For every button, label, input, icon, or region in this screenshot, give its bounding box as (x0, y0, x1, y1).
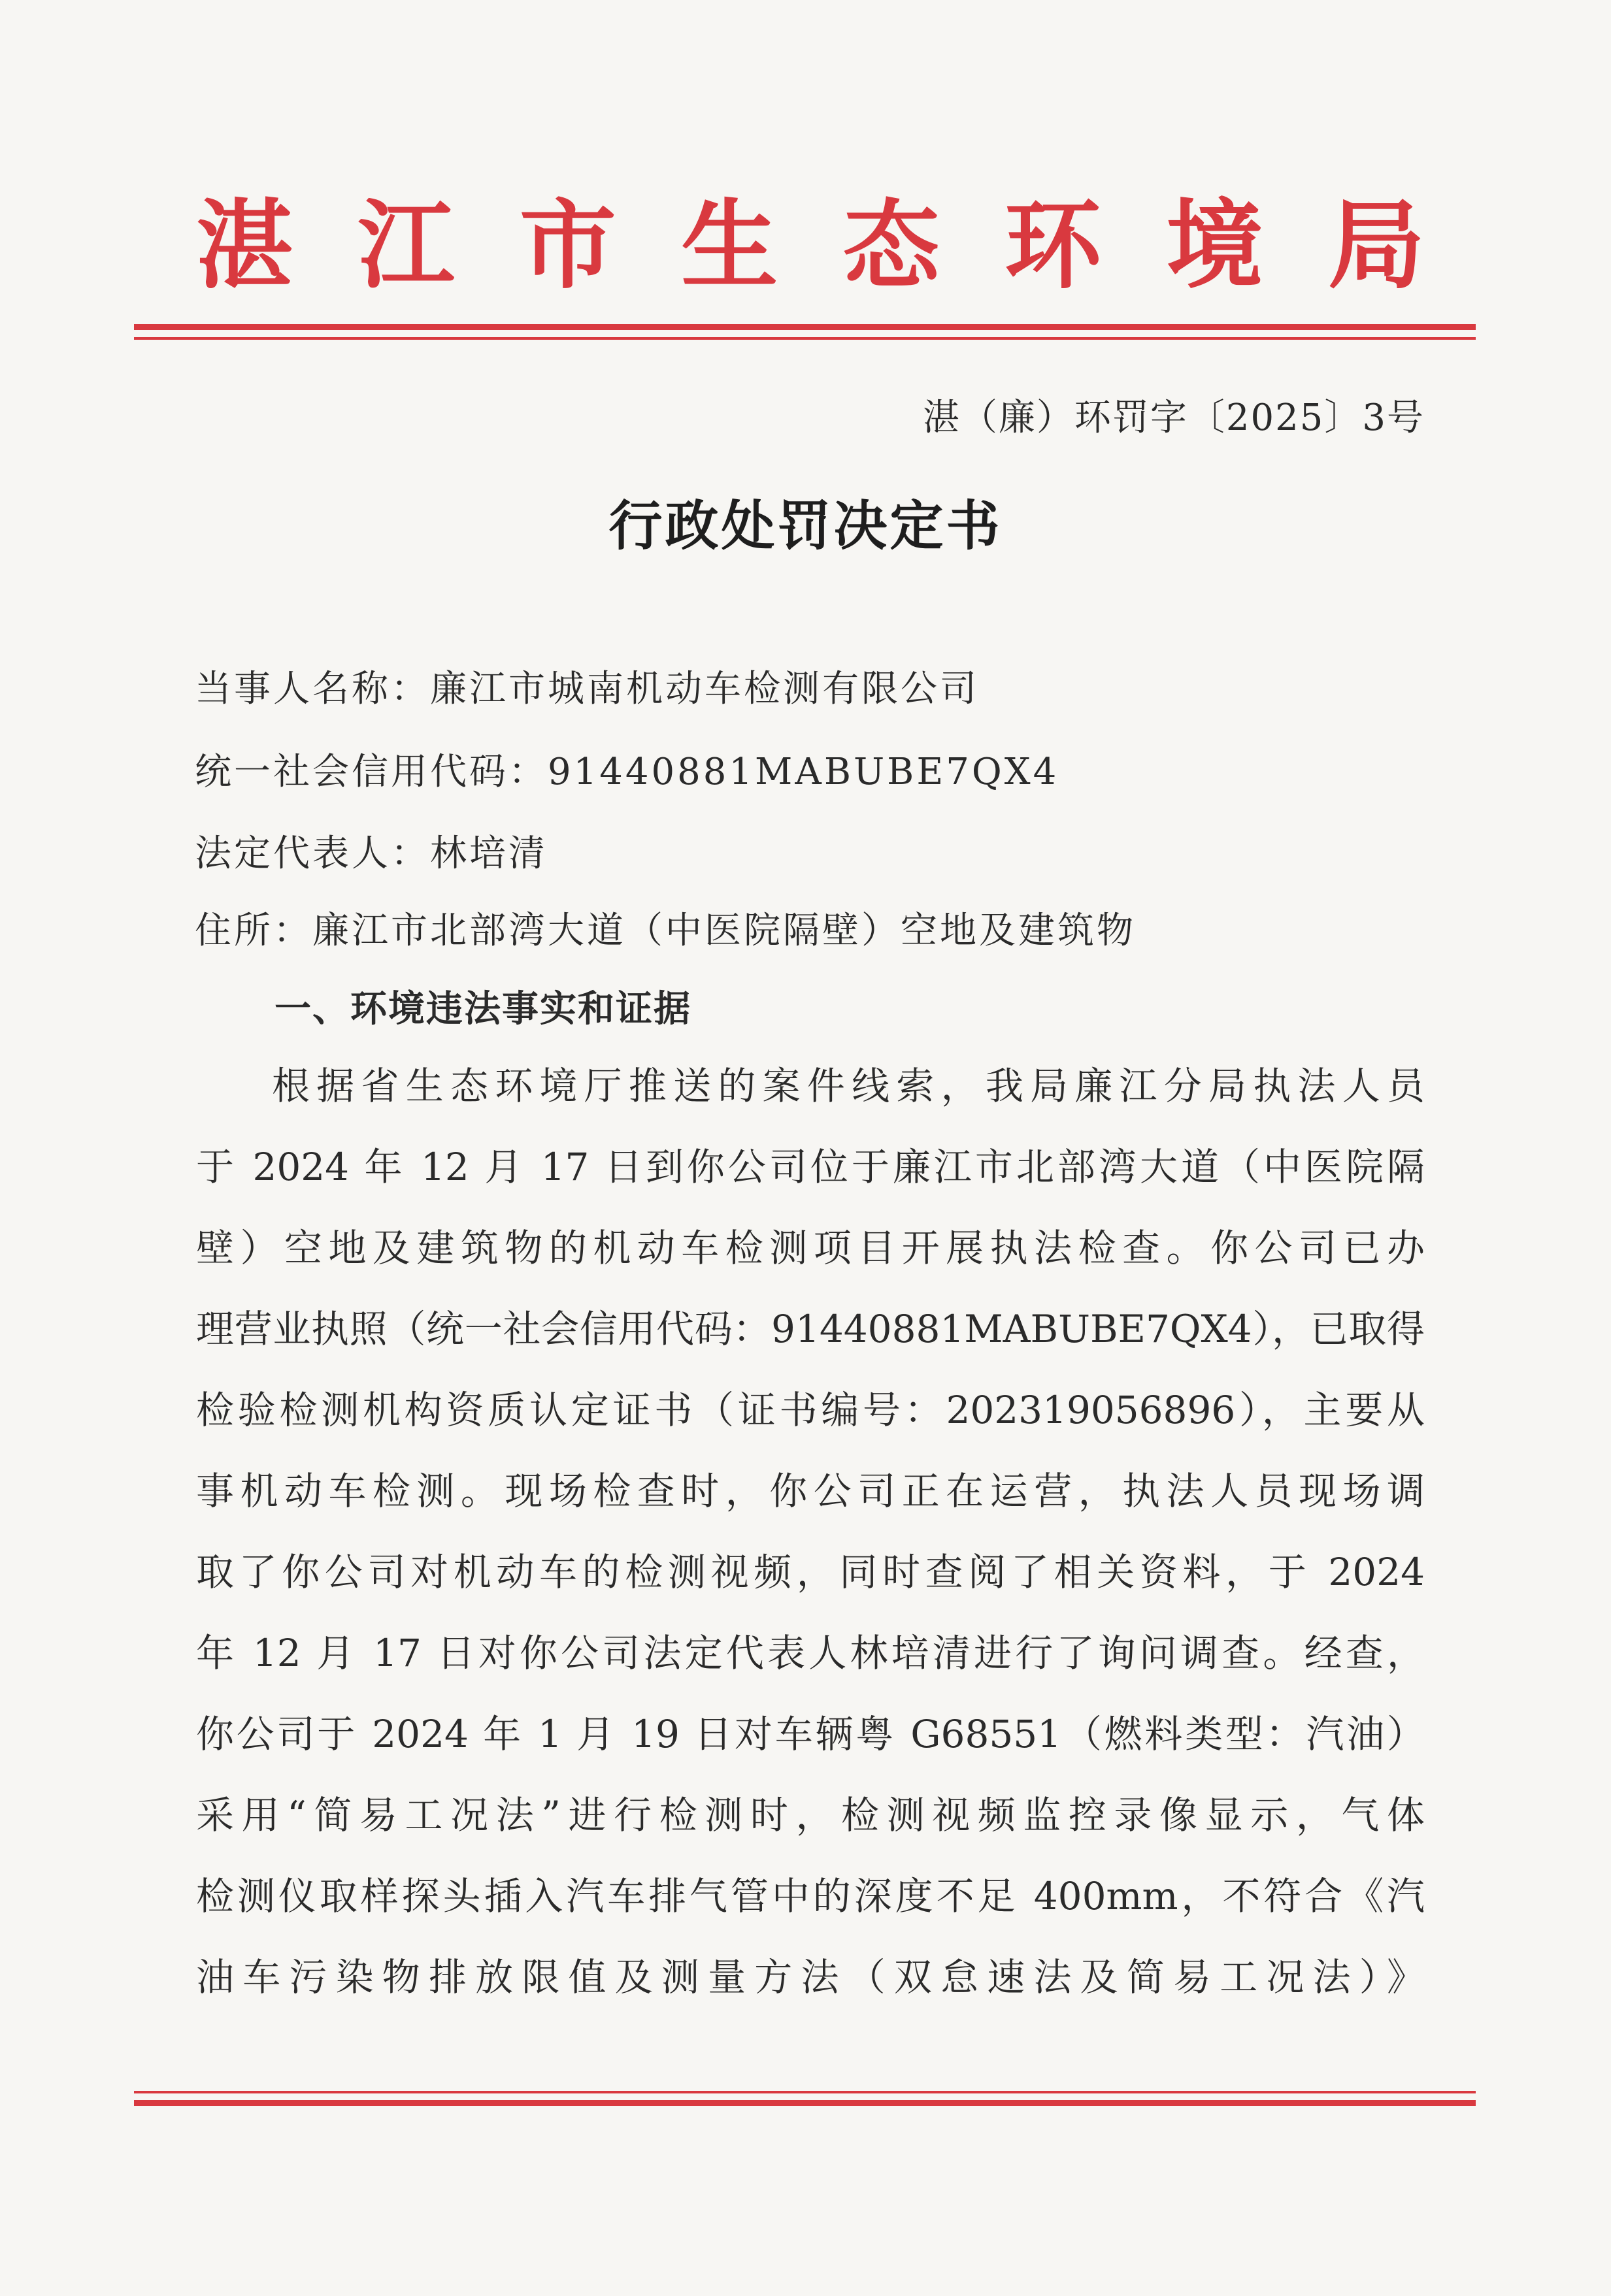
masthead-char: 境 (1166, 188, 1263, 302)
header-rule-thick (134, 324, 1476, 330)
party-legal-representative: 法定代表人：林培清 (195, 832, 548, 875)
body-line: 你公司于 2024 年 1 月 19 日对车辆粤 G68551（燃料类型：汽油） (196, 1712, 1425, 1756)
document-number: 湛（廉）环罚字〔2025〕3号 (922, 397, 1425, 439)
body-line: 油车污染物排放限值及测量方法（双怠速法及简易工况法）》 (196, 1955, 1425, 1999)
body-line: 取了你公司对机动车的检测视频，同时查阅了相关资料，于 2024 (196, 1550, 1425, 1594)
party-address: 住所：廉江市北部湾大道（中医院隔壁）空地及建筑物 (195, 910, 1136, 952)
header-rule-thin (134, 337, 1476, 340)
party-name: 当事人名称：廉江市城南机动车检测有限公司 (195, 668, 979, 710)
body-line: 事机动车检测。现场检查时，你公司正在运营，执法人员现场调 (196, 1469, 1425, 1513)
footer-rule-thick (134, 2100, 1476, 2106)
section-heading: 一、环境违法事实和证据 (274, 988, 691, 1030)
party-credit-code: 统一社会信用代码：91440881MABUBE7QX4 (195, 751, 1059, 793)
body-line: 年 12 月 17 日对你公司法定代表人林培清进行了询问调查。经查， (196, 1631, 1425, 1675)
masthead-char: 江 (357, 188, 455, 302)
body-line: 根据省生态环境厅推送的案件线索，我局廉江分局执法人员 (272, 1064, 1425, 1108)
body-line: 检验检测机构资质认定证书（证书编号：202319056896），主要从 (196, 1388, 1425, 1432)
masthead-char: 湛 (196, 188, 293, 302)
body-line: 理营业执照（统一社会信用代码：91440881MABUBE7QX4），已取得 (196, 1307, 1425, 1351)
body-line: 检测仪取样探头插入汽车排气管中的深度不足 400mm，不符合《汽 (196, 1874, 1425, 1918)
body-line: 壁）空地及建筑物的机动车检测项目开展执法检查。你公司已办 (196, 1226, 1425, 1270)
masthead-char: 生 (681, 188, 778, 302)
body-line: 于 2024 年 12 月 17 日到你公司位于廉江市北部湾大道（中医院隔 (196, 1145, 1425, 1189)
agency-masthead (196, 189, 1425, 301)
document-title: 行政处罚决定书 (608, 495, 1003, 557)
body-line: 采用“简易工况法”进行检测时，检测视频监控录像显示，气体 (196, 1793, 1425, 1837)
footer-rule-thin (134, 2091, 1476, 2093)
masthead-char: 环 (1005, 188, 1102, 302)
masthead-char: 局 (1327, 188, 1425, 302)
section-body (196, 1045, 1425, 2018)
masthead-char: 市 (519, 188, 616, 302)
masthead-char: 态 (842, 188, 940, 302)
